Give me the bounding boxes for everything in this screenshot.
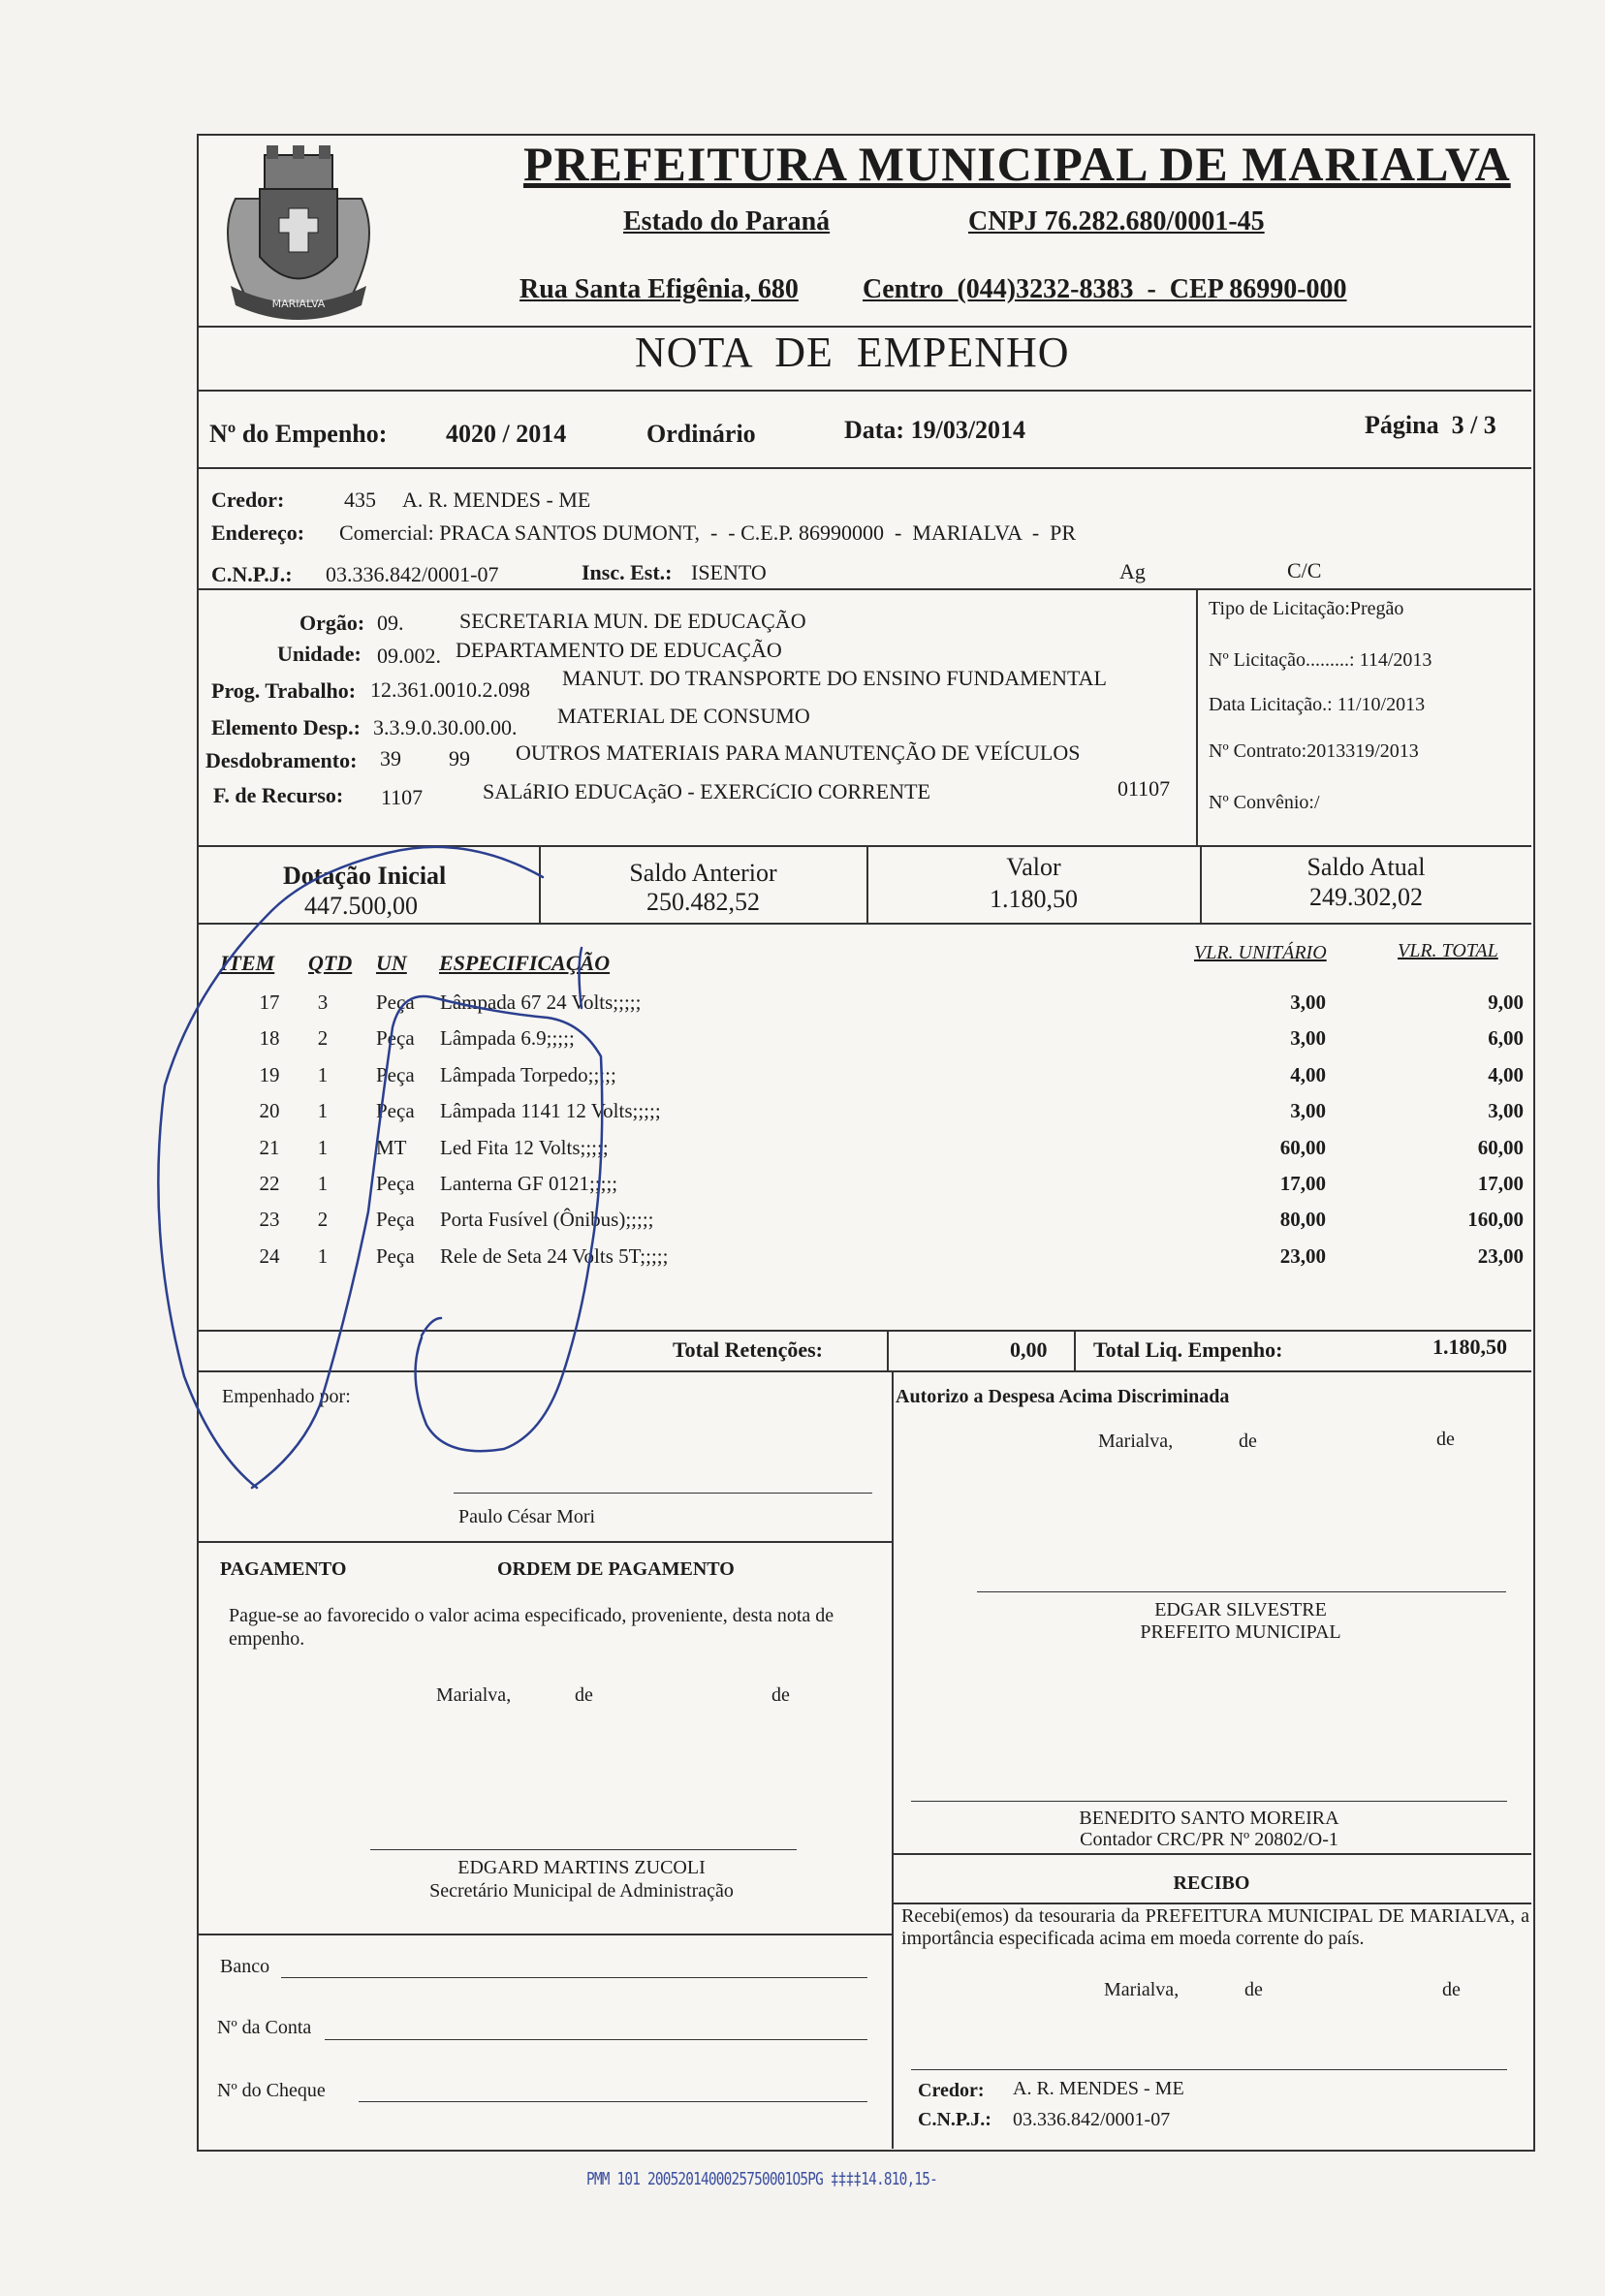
total-retencoes-value: 0,00 — [1010, 1337, 1048, 1362]
unidade-code: 09.002. — [377, 644, 441, 668]
cnpj-credor-label: C.N.P.J.: — [211, 562, 293, 586]
address-label: Centro (044)3232-8383 - CEP 86990-000 — [863, 274, 1347, 304]
table-row — [0, 1063, 1605, 1099]
item-total-value: 3,00 — [1488, 1099, 1524, 1123]
recibo-cnpj: 03.336.842/0001-07 — [1013, 2109, 1171, 2130]
coat-of-arms-logo — [206, 141, 391, 334]
recibo-credor: A. R. MENDES - ME — [1013, 2078, 1184, 2099]
licitacao-numero: Nº Licitação.........: 114/2013 — [1209, 649, 1432, 671]
prefeito-cargo: PREFEITO MUNICIPAL — [1140, 1621, 1341, 1643]
contrato-numero: Nº Contrato:2013319/2013 — [1209, 740, 1419, 762]
item-total-value: 23,00 — [1477, 1243, 1524, 1268]
item-unit-value: 3,00 — [1290, 991, 1326, 1014]
pagamento-de2: de — [771, 1684, 790, 1706]
pagamento-de1: de — [575, 1684, 593, 1706]
item-qtd: 1 — [317, 1099, 329, 1123]
dotacao-inicial-value: 447.500,00 — [304, 892, 418, 920]
elemento-code: 3.3.9.0.30.00.00. — [373, 715, 518, 739]
contador-cargo: Contador CRC/PR Nº 20802/O-1 — [1080, 1829, 1338, 1850]
recibo-local: Marialva, — [1104, 1979, 1180, 2000]
item-qtd: 2 — [317, 1208, 329, 1232]
desdobramento-label: Desdobramento: — [205, 748, 358, 772]
item-qtd: 1 — [317, 1062, 329, 1086]
conta-label: Nº da Conta — [217, 2017, 312, 2038]
item-desc: Lâmpada 1141 12 Volts;;;;; — [440, 1099, 661, 1123]
licitacao-tipo: Tipo de Licitação:Pregão — [1209, 598, 1404, 619]
autorizo-label: Autorizo a Despesa Acima Discriminada — [896, 1386, 1230, 1407]
item-number: 22 — [259, 1172, 280, 1195]
item-total-value: 160,00 — [1467, 1208, 1524, 1232]
insc-label: Insc. Est.: — [582, 560, 673, 584]
col-un: UN — [376, 951, 407, 975]
table-row — [0, 1208, 1605, 1243]
empenho-number-label: Nº do Empenho: — [209, 420, 388, 448]
item-desc: Lanterna GF 0121;;;;; — [440, 1172, 618, 1195]
item-number: 19 — [259, 1062, 280, 1086]
credor-code: 435 — [344, 488, 376, 512]
banco-label: Banco — [220, 1956, 270, 1977]
item-unit-value: 80,00 — [1279, 1208, 1326, 1232]
total-liquido-value: 1.180,50 — [1432, 1335, 1507, 1359]
col-total: VLR. TOTAL — [1398, 940, 1498, 961]
item-qtd: 1 — [317, 1172, 329, 1195]
item-un: Peça — [376, 1172, 415, 1195]
autorizo-local: Marialva, — [1098, 1431, 1174, 1452]
page-number: Página 3 / 3 — [1365, 411, 1496, 439]
autorizo-de2: de — [1436, 1429, 1455, 1450]
table-row — [0, 1026, 1605, 1062]
empenho-type: Ordinário — [646, 420, 756, 448]
empenhado-por-label: Empenhado por: — [222, 1386, 351, 1407]
recibo-de2: de — [1442, 1979, 1461, 2000]
item-un: Peça — [376, 1026, 415, 1051]
credor-label: Credor: — [211, 488, 285, 512]
recibo-texto: Recebi(emos) da tesouraria da PREFEITURA MUNICIPAL DE MARIALVA, a importância especificada acima em moeda corrente do país. — [901, 1905, 1529, 1949]
item-un: Peça — [376, 1243, 415, 1268]
endereco-label: Endereço: — [211, 520, 305, 545]
recurso-number: 01107 — [1117, 776, 1171, 801]
contador-nome: BENEDITO SANTO MOREIRA — [1079, 1808, 1339, 1829]
item-desc: Lâmpada 67 24 Volts;;;;; — [440, 991, 642, 1014]
recibo-credor-label: Credor: — [918, 2080, 985, 2101]
item-desc: Rele de Seta 24 Volts 5T;;;;; — [440, 1243, 669, 1268]
unidade-label: Unidade: — [277, 642, 362, 666]
item-total-value: 4,00 — [1488, 1062, 1524, 1086]
svg-text:MARIALVA: MARIALVA — [271, 298, 326, 310]
document-title: NOTA DE EMPENHO — [635, 329, 1070, 376]
endereco-value: Comercial: PRACA SANTOS DUMONT, - - C.E.P. 86990000 - MARIALVA - PR — [339, 520, 1077, 545]
item-total-value: 9,00 — [1488, 991, 1524, 1014]
item-total-value: 6,00 — [1488, 1026, 1524, 1051]
pagamento-label: PAGAMENTO — [220, 1558, 347, 1580]
item-qtd: 2 — [317, 1026, 329, 1051]
orgao-code: 09. — [377, 611, 404, 635]
item-un: Peça — [376, 991, 415, 1014]
total-liquido-label: Total Liq. Empenho: — [1093, 1337, 1283, 1362]
unidade-value: DEPARTAMENTO DE EDUCAÇÃO — [456, 638, 782, 662]
desdobramento-code1: 39 — [380, 746, 401, 771]
item-number: 21 — [259, 1135, 280, 1159]
empenho-number: 4020 / 2014 — [446, 420, 567, 448]
saldo-anterior-label: Saldo Anterior — [629, 859, 777, 887]
item-un: Peça — [376, 1208, 415, 1232]
prog-value: MANUT. DO TRANSPORTE DO ENSINO FUNDAMENTAL — [562, 666, 1107, 690]
col-unitario: VLR. UNITÁRIO — [1194, 942, 1327, 963]
secretario-cargo: Secretário Municipal de Administração — [429, 1880, 734, 1902]
dotacao-inicial-label: Dotação Inicial — [283, 862, 447, 890]
recibo-label: RECIBO — [1173, 1872, 1250, 1894]
item-desc: Lâmpada Torpedo;;;;; — [440, 1062, 616, 1086]
convenio-numero: Nº Convênio:/ — [1209, 792, 1320, 813]
item-un: MT — [376, 1135, 407, 1159]
autorizo-de1: de — [1239, 1431, 1257, 1452]
item-qtd: 3 — [317, 991, 329, 1014]
recurso-code: 1107 — [381, 785, 424, 809]
item-unit-value: 3,00 — [1290, 1026, 1326, 1051]
pagamento-texto: Pague-se ao favorecido o valor acima especificado, proveniente, desta nota de empenho. — [229, 1605, 834, 1650]
empenho-date: Data: 19/03/2014 — [844, 416, 1026, 444]
item-qtd: 1 — [317, 1135, 329, 1159]
recurso-value: SALáRIO EDUCAçãO - EXERCíCIO CORRENTE — [483, 779, 930, 803]
table-row — [0, 1136, 1605, 1172]
licitacao-data: Data Licitação.: 11/10/2013 — [1209, 694, 1426, 715]
valor-value: 1.180,50 — [990, 885, 1078, 913]
valor-label: Valor — [1006, 853, 1061, 881]
item-qtd: 1 — [317, 1243, 329, 1268]
table-row — [0, 1099, 1605, 1135]
col-qtd: QTD — [308, 951, 353, 975]
prefeito-nome: EDGAR SILVESTRE — [1154, 1599, 1327, 1620]
recurso-label: F. de Recurso: — [213, 783, 344, 807]
table-row — [0, 1172, 1605, 1208]
item-unit-value: 23,00 — [1279, 1243, 1326, 1268]
conta-corrente-label: C/C — [1287, 558, 1322, 582]
recibo-cnpj-label: C.N.P.J.: — [918, 2109, 991, 2130]
saldo-atual-value: 249.302,02 — [1309, 883, 1423, 911]
cnpj-label: CNPJ 76.282.680/0001-45 — [968, 206, 1265, 236]
table-row — [0, 991, 1605, 1026]
cheque-label: Nº do Cheque — [217, 2080, 326, 2101]
item-desc: Lâmpada 6.9;;;;; — [440, 1026, 575, 1051]
item-number: 18 — [259, 1026, 280, 1051]
secretario-nome: EDGARD MARTINS ZUCOLI — [457, 1857, 706, 1878]
cnpj-credor-value: 03.336.842/0001-07 — [326, 562, 499, 586]
recibo-de1: de — [1244, 1979, 1263, 2000]
item-number: 17 — [259, 991, 280, 1014]
item-unit-value: 60,00 — [1279, 1135, 1326, 1159]
table-row — [0, 1244, 1605, 1280]
elemento-value: MATERIAL DE CONSUMO — [557, 704, 810, 728]
col-especificacao: ESPECIFICAÇÃO — [439, 951, 611, 975]
state-label: Estado do Paraná — [623, 206, 831, 236]
item-desc: Porta Fusível (Ônibus);;;;; — [440, 1208, 654, 1232]
item-un: Peça — [376, 1099, 415, 1123]
orgao-label: Orgão: — [299, 611, 365, 635]
saldo-anterior-value: 250.482,52 — [646, 888, 760, 916]
item-unit-value: 3,00 — [1290, 1099, 1326, 1123]
empenhado-por-nome: Paulo César Mori — [458, 1506, 596, 1527]
desdobramento-value: OUTROS MATERIAIS PARA MANUTENÇÃO DE VEÍCULOS — [516, 740, 1081, 765]
item-desc: Led Fita 12 Volts;;;;; — [440, 1135, 609, 1159]
item-unit-value: 4,00 — [1290, 1062, 1326, 1086]
bottom-stamp: PMM 101 2005201400025750001O5PG ‡‡‡‡14.810,15- — [586, 2169, 937, 2189]
item-number: 20 — [259, 1099, 280, 1123]
orgao-value: SECRETARIA MUN. DE EDUCAÇÃO — [459, 609, 806, 633]
street-label: Rua Santa Efigênia, 680 — [519, 274, 799, 304]
item-total-value: 17,00 — [1477, 1172, 1524, 1195]
total-retencoes-label: Total Retenções: — [673, 1337, 823, 1362]
desdobramento-code2: 99 — [449, 746, 470, 771]
item-unit-value: 17,00 — [1279, 1172, 1326, 1195]
saldo-atual-label: Saldo Atual — [1306, 853, 1426, 881]
page-title: PREFEITURA MUNICIPAL DE MARIALVA — [523, 137, 1511, 191]
agencia-label: Ag — [1119, 559, 1146, 583]
item-un: Peça — [376, 1062, 415, 1086]
elemento-label: Elemento Desp.: — [211, 715, 361, 739]
item-number: 23 — [259, 1208, 280, 1232]
insc-value: ISENTO — [691, 560, 767, 584]
prog-label: Prog. Trabalho: — [211, 678, 357, 703]
item-number: 24 — [259, 1243, 280, 1268]
ordem-pagamento-label: ORDEM DE PAGAMENTO — [497, 1558, 735, 1580]
pagamento-local: Marialva, — [436, 1684, 512, 1706]
credor-name: A. R. MENDES - ME — [402, 488, 591, 512]
prog-code: 12.361.0010.2.098 — [370, 677, 530, 702]
item-total-value: 60,00 — [1477, 1135, 1524, 1159]
col-item: ITEM — [220, 951, 275, 975]
